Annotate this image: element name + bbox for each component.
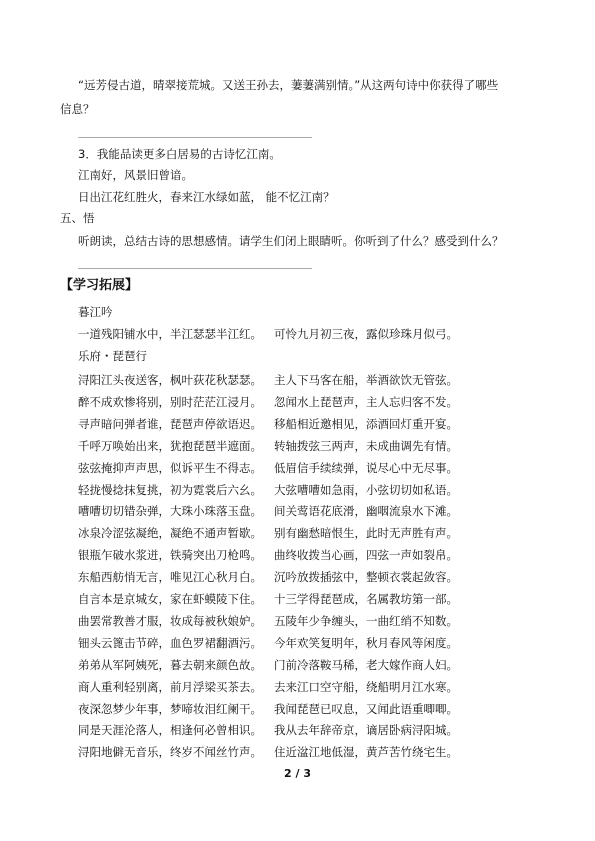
poem-line-second-half: 我从去年辞帝京，谪居卧病浔阳城。: [274, 723, 458, 738]
poem-line-second-half: 十三学得琵琶成，名属教坊第一部。: [274, 592, 458, 606]
poem-line: [78, 591, 458, 607]
section5-text: 听朗读，总结古诗的思想感情。请学生们闭上眼睛听。你听到了什么？感受到什么？: [78, 234, 504, 248]
poem-line-first-half: 弦弦掩抑声声思，似诉平生不得志。: [78, 460, 262, 475]
poem-line-first-half: 嘈嘈切切错杂弹，大珠小珠落玉盘。: [78, 504, 262, 519]
poem-line: [78, 547, 458, 563]
poem-line-first-half: 自言本是京城女，家在虾蟆陵下住。: [78, 592, 262, 606]
poem-line: [78, 679, 458, 695]
poem1-title: 暮江吟: [78, 305, 113, 319]
poem-line: [78, 613, 458, 629]
poem-line: [78, 525, 458, 541]
poem-line: [78, 416, 458, 432]
poem-line: [78, 438, 458, 454]
item3-line-1: 江南好，风景旧曾谙。: [78, 168, 193, 182]
poem-line-second-half: 沉吟放拨插弦中，整顿衣裳起敛容。: [274, 570, 458, 585]
poem-line-first-half: 浔阳地僻无音乐，终岁不闻丝竹声。: [78, 745, 262, 760]
question-line-1: “远芳侵古道，晴翠接荒城。又送王孙去，萋萋满别情。”从这两句诗中你获得了哪些: [78, 78, 499, 92]
poem-line: [78, 372, 458, 388]
poem-line-first-half: 轻拢慢捻抹复挑，初为霓裳后六幺。: [78, 482, 262, 497]
poem-line-first-half: 弟弟从军阿姨死，暮去朝来颜色故。: [78, 657, 262, 672]
poem-line-second-half: 大弦嘈嘈如急雨，小弦切切如私语。: [274, 482, 458, 497]
section5-title: 五、悟: [60, 211, 95, 225]
poem-line-first-half: 夜深忽梦少年事，梦啼妆泪红阑干。: [78, 701, 262, 716]
poem-line-second-half: 曲终收拨当心画，四弦一声如裂帛。: [274, 548, 458, 563]
poem-line-second-half: 门前冷落鞍马稀，老大嫁作商人妇。: [274, 657, 458, 672]
answer-line-2: [78, 268, 312, 269]
poem-line-first-half: 醉不成欢惨将别，别时茫茫江浸月。: [78, 394, 262, 409]
item3-line-2: 日出江花红胜火，春来江水绿如蓝， 能不忆江南？: [78, 190, 335, 204]
poem-line: [78, 482, 458, 498]
poem-line: [78, 394, 458, 410]
poem2-title: 乐府・琵琶行: [78, 349, 147, 363]
poem-line-first-half: 冰泉冷涩弦凝绝，凝绝不通声暂歇。: [78, 526, 262, 541]
poem-line: [78, 722, 458, 738]
poem-line: [78, 701, 458, 717]
poem-line-second-half: 转轴拨弦三两声，未成曲调先有情。: [274, 438, 458, 453]
extension-heading: 【学习拓展】: [60, 278, 139, 293]
poem-line-second-half: 去来江口空守船，绕船明月江水寒。: [274, 679, 458, 694]
poem-line-first-half: 一道残阳铺水中，半江瑟瑟半江红。: [78, 327, 262, 341]
poem-line-second-half: 移船相近邀相见，添酒回灯重开宴。: [274, 416, 458, 431]
poem-line-first-half: 曲罢常教善才服，妆成每被秋娘妒。: [78, 613, 262, 628]
poem-line-first-half: 千呼万唤始出来，犹抱琵琶半遮面。: [78, 438, 262, 453]
poem-line-first-half: 商人重利轻别离，前月浮梁买茶去。: [78, 679, 262, 694]
poem-line-first-half: 寻声暗问弹者谁，琵琶声停欲语迟。: [78, 416, 262, 431]
poem-line-second-half: 低眉信手续续弹，说尽心中无尽事。: [274, 460, 458, 475]
poem-line: [78, 744, 458, 760]
poem-line-second-half: 五陵年少争缠头，一曲红绡不知数。: [274, 613, 458, 628]
poem-line: [78, 460, 458, 476]
poem-line-first-half: 同是天涯沦落人，相逢何必曾相识。: [78, 723, 262, 738]
poem-line-second-half: 住近湓江地低湿，黄芦苦竹绕宅生。: [274, 745, 458, 760]
poem-line: [78, 635, 458, 651]
poem-line: [78, 569, 458, 585]
poem-line-second-half: 今年欢笑复明年，秋月春风等闲度。: [274, 635, 458, 650]
poem-line: [78, 326, 458, 342]
poem-line-first-half: 浔阳江头夜送客，枫叶荻花秋瑟瑟。: [78, 373, 262, 387]
poem-line-second-half: 可怜九月初三夜，露似珍珠月似弓。: [274, 327, 458, 341]
poem-line-second-half: 别有幽愁暗恨生，此时无声胜有声。: [274, 526, 458, 541]
question-line-2: 信息？: [60, 102, 95, 116]
page-number: 2 / 3: [284, 767, 311, 780]
poem-line-second-half: 我闻琵琶已叹息，又闻此语重唧唧。: [274, 701, 458, 716]
poem-line-second-half: 主人下马客在船，举酒欲饮无管弦。: [274, 373, 458, 387]
poem-line-first-half: 银瓶乍破水浆迸，铁骑突出刀枪鸣。: [78, 548, 262, 563]
answer-line-1: [78, 137, 312, 138]
poem-line-second-half: 忽闻水上琵琶声，主人忘归客不发。: [274, 394, 458, 409]
poem-line-second-half: 间关莺语花底滑，幽咽流泉水下滩。: [274, 504, 458, 519]
poem-line: [78, 503, 458, 519]
poem-line-first-half: 钿头云篦击节碎，血色罗裙翻酒污。: [78, 635, 262, 650]
poem-line-first-half: 东船西舫悄无言，唯见江心秋月白。: [78, 570, 262, 585]
item3-title: 3．我能品读更多白居易的古诗忆江南。: [78, 147, 281, 161]
poem-line: [78, 657, 458, 673]
